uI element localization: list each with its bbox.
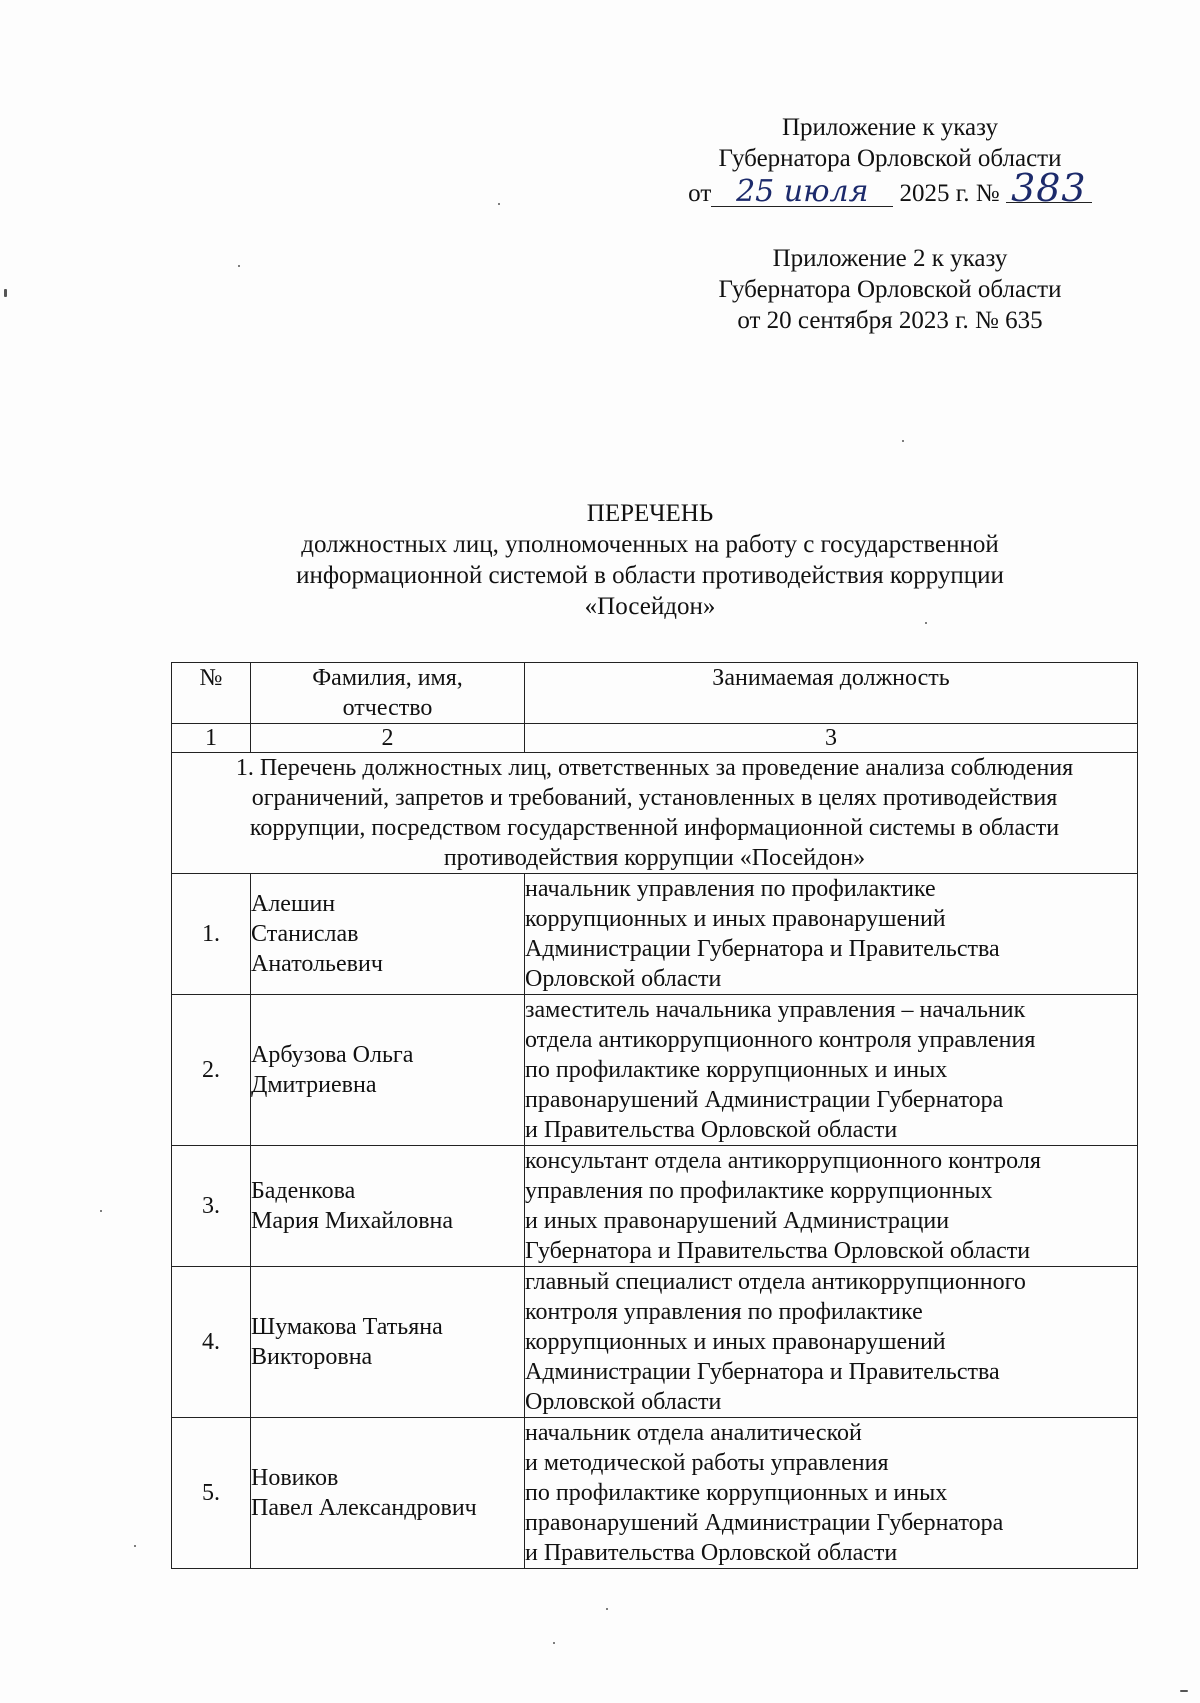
row-number: 2. xyxy=(172,995,251,1146)
column-number: 1 xyxy=(172,724,251,753)
position-line: консультант отдела антикоррупционного контроля xyxy=(525,1148,1041,1174)
row-position xyxy=(525,1418,1138,1569)
position-line: Администрации Губернатора и Правительства xyxy=(525,1359,1000,1385)
position-line: коррупционных и иных правонарушений xyxy=(525,1329,946,1355)
scan-speck xyxy=(238,265,240,267)
name-line: Анатольевич xyxy=(251,951,383,977)
section-heading xyxy=(172,753,1138,874)
name-line: Дмитриевна xyxy=(251,1072,377,1098)
document-title xyxy=(150,498,1150,622)
scan-speck xyxy=(498,203,500,205)
row-number: 4. xyxy=(172,1267,251,1418)
position-line: правонарушений Администрации Губернатора xyxy=(525,1087,1004,1113)
position-line: управления по профилактике коррупционных xyxy=(525,1178,993,1204)
appendix-original-block xyxy=(680,243,1100,336)
row-position xyxy=(525,874,1138,995)
column-number: 2 xyxy=(251,724,525,753)
position-line: по профилактике коррупционных и иных xyxy=(525,1057,948,1083)
section-line2: ограничений, запретов и требований, установленных в целях противодействия xyxy=(251,785,1058,811)
position-line: по профилактике коррупционных и иных xyxy=(525,1480,948,1506)
position-line: контроля управления по профилактике xyxy=(525,1299,923,1325)
name-line: Алешин xyxy=(251,891,336,917)
table-row xyxy=(172,874,1138,995)
position-line: начальник управления по профилактике xyxy=(525,876,936,902)
position-line: главный специалист отдела антикоррупционного xyxy=(525,1269,1026,1295)
appendix-original-line2: Губернатора Орловской области xyxy=(718,276,1062,303)
scan-speck xyxy=(606,1608,608,1610)
name-line: Мария Михайловна xyxy=(251,1208,454,1234)
table-row xyxy=(172,1146,1138,1267)
column-number: 3 xyxy=(525,724,1138,753)
year-text: 2025 г. № xyxy=(899,180,1000,207)
position-line: заместитель начальника управления – начальник xyxy=(525,997,1026,1023)
position-line: начальник отдела аналитической xyxy=(525,1420,862,1446)
header-position: Занимаемая должность xyxy=(525,663,1138,724)
row-full-name xyxy=(251,1146,525,1267)
appendix-current-line1: Приложение к указу xyxy=(781,114,999,141)
handwritten-number: 383 xyxy=(1006,174,1092,203)
section-line4: противодействия коррупции «Посейдон» xyxy=(443,845,866,871)
date-prefix: от xyxy=(688,180,712,207)
handwritten-date: 25 июля xyxy=(711,178,893,207)
column-number-row xyxy=(172,724,1138,753)
header-name-line1: Фамилия, имя, xyxy=(312,665,463,691)
section-row xyxy=(172,753,1138,874)
position-line: отдела антикоррупционного контроля управления xyxy=(525,1027,1036,1053)
position-line: Администрации Губернатора и Правительства xyxy=(525,936,1000,962)
position-line: правонарушений Администрации Губернатора xyxy=(525,1510,1004,1536)
scan-speck xyxy=(902,440,904,442)
position-line: и Правительства Орловской области xyxy=(525,1540,898,1566)
row-position xyxy=(525,995,1138,1146)
scan-speck xyxy=(100,1210,102,1212)
appendix-original-line1: Приложение 2 к указу xyxy=(772,245,1008,272)
header-name-line2: отчество xyxy=(342,695,433,721)
appendix-current-line2: Губернатора Орловской области xyxy=(718,145,1062,172)
position-line: коррупционных и иных правонарушений xyxy=(525,906,946,932)
officials-table xyxy=(171,662,1138,1569)
row-full-name xyxy=(251,1418,525,1569)
title-line1: должностных лиц, уполномоченных на работу с государственной xyxy=(301,531,999,558)
row-number: 1. xyxy=(172,874,251,995)
row-position xyxy=(525,1267,1138,1418)
row-number: 5. xyxy=(172,1418,251,1569)
position-line: и Правительства Орловской области xyxy=(525,1117,898,1143)
section-line1: 1. Перечень должностных лиц, ответственных за проведение анализа соблюдения xyxy=(235,755,1074,781)
scan-speck xyxy=(925,622,927,624)
section-line3: коррупции, посредством государственной информационной системы в области xyxy=(249,815,1060,841)
position-line: Губернатора и Правительства Орловской области xyxy=(525,1238,1031,1264)
table-row xyxy=(172,995,1138,1146)
position-line: Орловской области xyxy=(525,1389,722,1415)
scan-speck xyxy=(4,289,7,297)
table-row xyxy=(172,1267,1138,1418)
name-line: Павел Александрович xyxy=(251,1495,477,1521)
title-line3: «Посейдон» xyxy=(584,593,716,620)
position-line: Орловской области xyxy=(525,966,722,992)
position-line: и иных правонарушений Администрации xyxy=(525,1208,950,1234)
header-name xyxy=(251,663,525,724)
scan-speck xyxy=(553,1642,555,1644)
name-line: Викторовна xyxy=(251,1344,373,1370)
name-line: Новиков xyxy=(251,1465,339,1491)
row-number: 3. xyxy=(172,1146,251,1267)
title-line2: информационной системой в области противодействия коррупции xyxy=(296,562,1004,589)
table-row xyxy=(172,1418,1138,1569)
appendix-current-block xyxy=(680,112,1100,209)
row-full-name xyxy=(251,995,525,1146)
table-header-row xyxy=(172,663,1138,724)
position-line: и методической работы управления xyxy=(525,1450,889,1476)
name-line: Шумакова Татьяна xyxy=(251,1314,443,1340)
name-line: Станислав xyxy=(251,921,359,947)
scan-speck xyxy=(134,1545,136,1547)
row-position xyxy=(525,1146,1138,1267)
name-line: Баденкова xyxy=(251,1178,356,1204)
appendix-current-date-line xyxy=(680,166,1100,210)
scan-speck xyxy=(1180,1690,1188,1692)
title-heading: ПЕРЕЧЕНЬ xyxy=(586,500,714,527)
row-full-name xyxy=(251,1267,525,1418)
name-line: Арбузова Ольга xyxy=(251,1042,414,1068)
appendix-original-line3: от 20 сентября 2023 г. № 635 xyxy=(737,307,1043,334)
header-num: № xyxy=(172,663,251,724)
row-full-name xyxy=(251,874,525,995)
